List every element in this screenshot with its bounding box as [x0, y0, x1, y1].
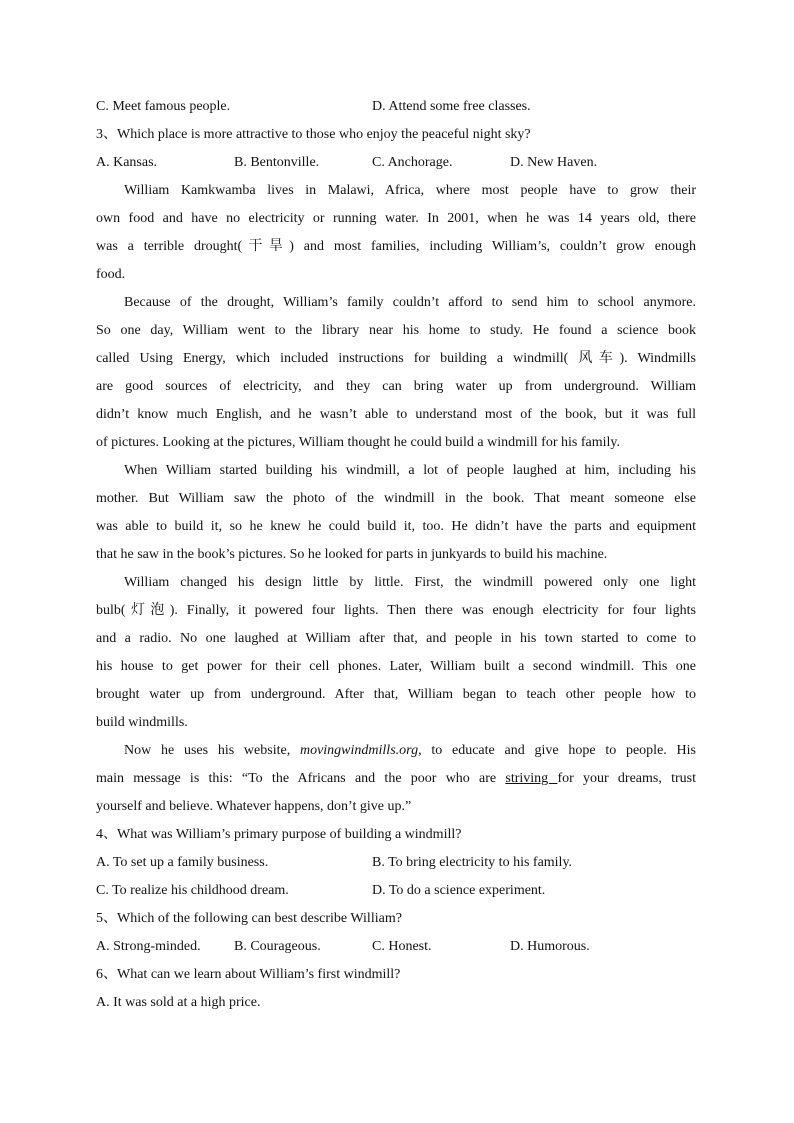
- q4-option-b[interactable]: B. To bring electricity to his family.: [372, 855, 573, 870]
- passage-line: [96, 765, 696, 793]
- passage-line: and a radio. No one laughed at William after that, and people in his town started to come to: [96, 631, 696, 646]
- q6-option-a[interactable]: A. It was sold at a high price.: [96, 995, 261, 1010]
- q2-option-d[interactable]: D. Attend some free classes.: [372, 99, 531, 114]
- p5-text-post: for your dreams, trust: [557, 771, 696, 786]
- q4-options-cd: [96, 877, 696, 905]
- q4-option-d[interactable]: D. To do a science experiment.: [372, 883, 546, 898]
- q4-option-a[interactable]: A. To set up a family business.: [96, 855, 269, 870]
- passage-line: William changed his design little by little. First, the windmill powered only one light: [124, 575, 696, 590]
- q5-options: [96, 933, 696, 961]
- q4-option-c[interactable]: C. To realize his childhood dream.: [96, 883, 289, 898]
- passage-line: that he saw in the book’s pictures. So he looked for parts in junkyards to build his machine.: [96, 547, 608, 562]
- underlined-word-striving: striving: [505, 771, 558, 786]
- q5-option-a[interactable]: A. Strong-minded.: [96, 939, 201, 954]
- passage-line: are good sources of electricity, and they can bring water up from underground. William: [96, 379, 696, 394]
- passage-line: yourself and believe. Whatever happens, don’t give up.”: [96, 799, 412, 814]
- passage-line: called Using Energy, which included instructions for building a windmill( 风车). Windmills: [96, 351, 696, 366]
- passage-line: was a terrible drought(干旱) and most families, including William’s, couldn’t grow enough: [96, 239, 696, 254]
- passage-paragraph-5: [96, 737, 696, 821]
- p5-text-post: , to educate and give hope to people. His: [418, 743, 696, 758]
- q3-option-d[interactable]: D. New Haven.: [510, 155, 598, 170]
- passage-line: own food and have no electricity or running water. In 2001, when he was 14 years old, there: [96, 211, 696, 226]
- passage-paragraph-4: [96, 569, 696, 737]
- passage-line: his house to get power for their cell phones. Later, William built a second windmill. This one: [96, 659, 696, 674]
- q6-question: 6、What can we learn about William’s first windmill?: [96, 967, 401, 982]
- passage-paragraph-2: [96, 289, 696, 457]
- p5-text-pre: main message is this: “To the Africans and the poor who are: [96, 771, 506, 786]
- q4-question: 4、What was William’s primary purpose of building a windmill?: [96, 827, 462, 842]
- q5-option-b[interactable]: B. Courageous.: [234, 939, 321, 954]
- q4-options-ab: [96, 849, 696, 877]
- p5-text-pre: Now he uses his website,: [124, 743, 300, 758]
- q3-option-c[interactable]: C. Anchorage.: [372, 155, 453, 170]
- q2-options-cd: [96, 93, 696, 121]
- passage-paragraph-1: [96, 177, 696, 289]
- q5-option-d[interactable]: D. Humorous.: [510, 939, 590, 954]
- passage-line: brought water up from underground. After that, William began to teach other people how to: [96, 687, 696, 702]
- passage-line: William Kamkwamba lives in Malawi, Africa, where most people have to grow their: [124, 183, 696, 198]
- q3-question: 3、Which place is more attractive to those who enjoy the peaceful night sky?: [96, 127, 531, 142]
- passage-paragraph-3: [96, 457, 696, 569]
- q2-option-c[interactable]: C. Meet famous people.: [96, 99, 231, 114]
- q5-question: 5、Which of the following can best describe William?: [96, 911, 402, 926]
- passage-line: When William started building his windmill, a lot of people laughed at him, including his: [124, 463, 696, 478]
- q5-option-c[interactable]: C. Honest.: [372, 939, 432, 954]
- passage-line: [96, 737, 696, 765]
- passage-line: was able to build it, so he knew he could build it, too. He didn’t have the parts and equipment: [96, 519, 696, 534]
- q6-options: [96, 989, 696, 1017]
- website-link[interactable]: movingwindmills.org: [299, 743, 419, 758]
- passage-line: food.: [96, 267, 126, 282]
- document-page: [96, 93, 696, 1017]
- passage-line: Because of the drought, William’s family couldn’t afford to send him to school anymore.: [124, 295, 696, 310]
- passage-line: bulb(灯泡). Finally, it powered four lights. Then there was enough electricity for four lights: [96, 603, 696, 618]
- passage-line: mother. But William saw the photo of the windmill in the book. That meant someone else: [96, 491, 696, 506]
- passage-line: So one day, William went to the library near his home to study. He found a science book: [96, 323, 696, 338]
- passage-line: of pictures. Looking at the pictures, William thought he could build a windmill for his family.: [96, 435, 620, 450]
- q3-option-a[interactable]: A. Kansas.: [96, 155, 158, 170]
- q3-options: [96, 149, 696, 177]
- passage-line: build windmills.: [96, 715, 188, 730]
- passage-line: didn’t know much English, and he wasn’t able to understand most of the book, but it was full: [96, 407, 696, 422]
- q3-option-b[interactable]: B. Bentonville.: [234, 155, 320, 170]
